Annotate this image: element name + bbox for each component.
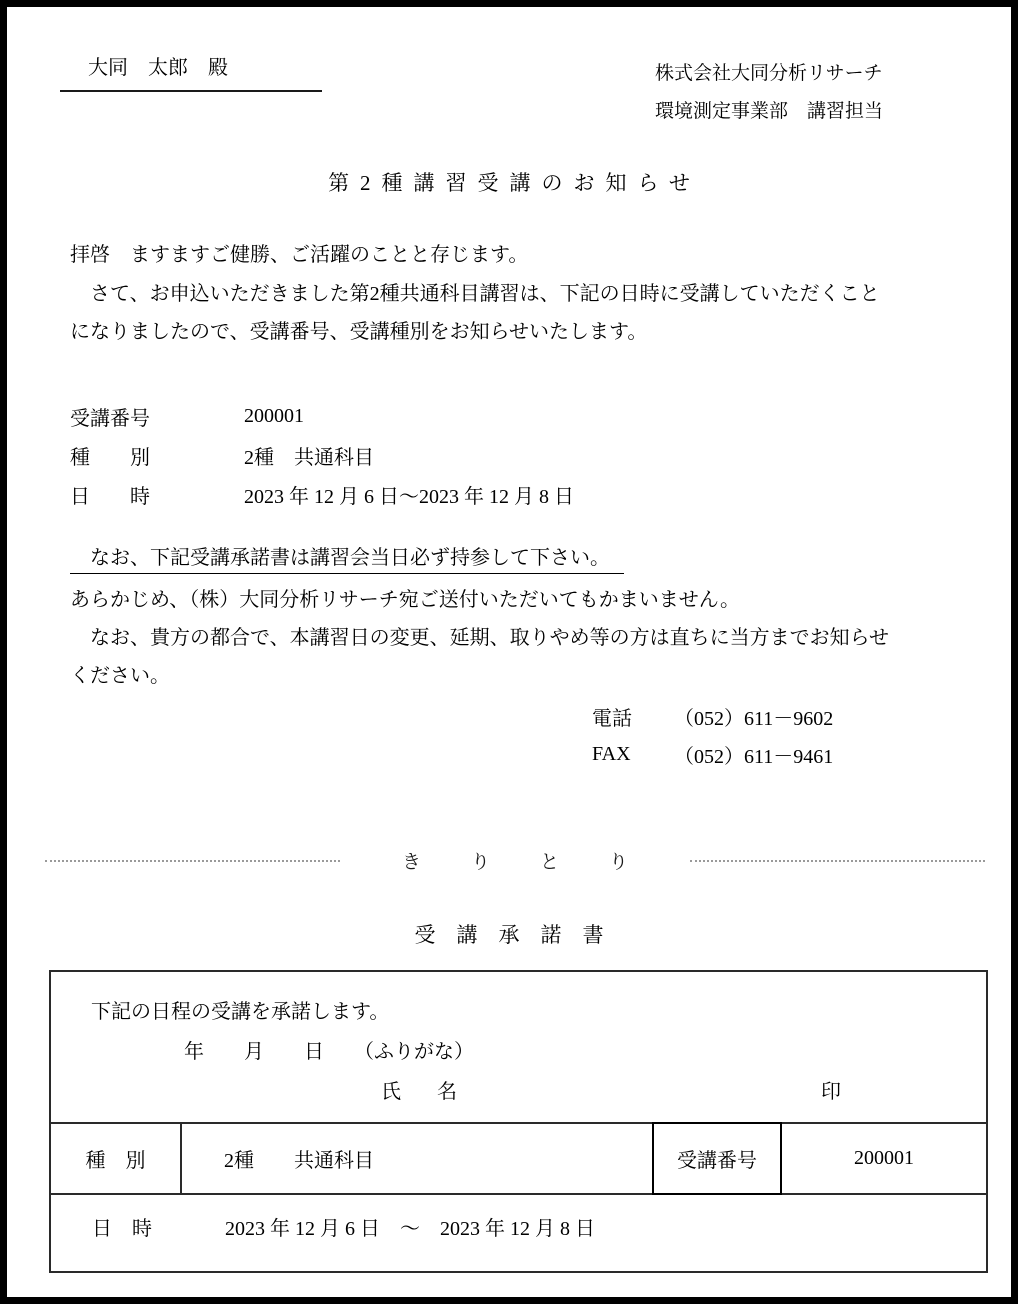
document-title: 第2種講習受講のお知らせ [328,171,701,195]
fax-value: （052）611－9461 [674,745,834,768]
addressee-name: 大同 太郎 殿 [88,57,228,79]
name-label: 氏 名 [381,1081,465,1103]
cut-dotted-line-right [690,860,985,862]
course-type-value: 2種 共通科目 [244,447,374,469]
form-type-value: 2種 共通科目 [224,1150,374,1172]
course-number-label: 受講番号 [70,408,150,430]
date-furigana-line: 年 月 日 （ふりがな） [184,1041,474,1063]
form-datetime-row [51,1195,986,1269]
fax-label: FAX [592,742,631,765]
form-type-label: 種 別 [51,1124,182,1193]
cut-dotted-line-left [45,860,340,862]
course-type-label: 種 別 [70,447,150,469]
sender-company: 株式会社大同分析リサーチ [655,63,883,84]
body-line-1: さて、お申込いただきました第2種共通科目講習は、下記の日時に受講していただくこと [70,283,880,305]
course-datetime-label: 日 時 [70,486,150,508]
phone-label: 電話 [592,707,632,730]
note-underlined-wrap [70,547,962,574]
form-datetime-label: 日 時 [92,1218,152,1240]
greeting-line: 拝啓 ますますご健勝、ご活躍のことと存じます。 [70,244,529,266]
note-line-4: ください。 [70,665,170,687]
form-datetime-value: 2023 年 12 月 6 日 ～ 2023 年 12 月 8 日 [225,1218,595,1240]
cut-line [45,847,985,874]
note-line-2: あらかじめ、（株）大同分析リサーチ宛ご送付いただいてもかまいません。 [70,589,740,611]
form-header-cell [51,972,986,1124]
seal-label: 印 [821,1081,841,1103]
phone-value: （052）611－9602 [674,707,834,730]
course-number-value: 200001 [244,405,304,427]
form-number-value: 200001 [854,1147,914,1169]
addressee-underline [60,47,322,92]
course-datetime-value: 2023 年 12 月 6 日～2023 年 12 月 8 日 [244,486,574,508]
note-underlined: なお、下記受講承諾書は講習会当日必ず持参して下さい。 [70,548,624,574]
fax-row [592,735,833,773]
acceptance-form-table [49,970,988,1273]
note-line-3: なお、貴方の都合で、本講習日の変更、延期、取りやめ等の方は直ちに当方までお知らせ [70,627,889,649]
sender-department: 環境測定事業部 講習担当 [655,101,884,122]
cut-line-label: きりとり [402,852,679,873]
form-number-label: 受講番号 [652,1122,782,1195]
sender-block [655,55,883,131]
field-row-datetime [70,475,574,514]
field-row-number [70,397,574,436]
consent-statement: 下記の日程の受講を承諾します。 [91,1001,390,1023]
form-type-row [51,1124,986,1195]
acceptance-form-title: 受 講 承 諾 書 [414,923,604,947]
course-info-fields [70,397,574,514]
body-line-2: になりましたので、受講番号、受講種別をお知らせいたします。 [70,321,648,343]
phone-row [592,697,833,735]
field-row-type [70,436,574,475]
contact-block [592,697,833,773]
